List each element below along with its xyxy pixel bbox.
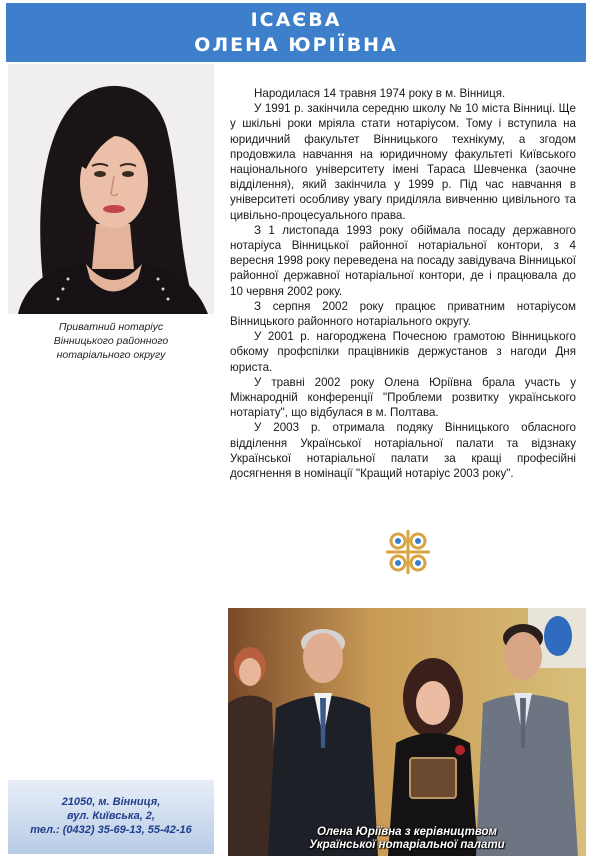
phone-line: тел.: (0432) 35-69-13, 55-42-16 xyxy=(30,824,192,836)
portrait-caption xyxy=(8,320,214,362)
bio-paragraph: З 1 листопада 1993 року обіймала посаду державного нотаріуса Вінницької районної нотаріальної контори, з 4 вересня 1998 року переведена на посаду завідувача Вінницької районної державної нотаріальної контори, де і працювала до 10 червня 2002 року. xyxy=(230,223,576,298)
photo-caption-line: Олена Юріївна з керівництвом xyxy=(316,826,498,838)
bio-paragraph: У 2001 р. нагороджена Почесною грамотою Вінницького обкому профспілки працівників держустанов з нагоди Дня юриста. xyxy=(230,330,576,374)
photo-caption xyxy=(228,826,586,852)
name-title: ОЛЕНА ЮРІЇВНА xyxy=(194,33,398,56)
photo-caption-line: Української нотаріальної палати xyxy=(309,839,505,851)
bio-paragraph: У травні 2002 року Олена Юріївна брала участь у Міжнародній конференції "Проблеми розвитку українського нотаріату", що відбулася в м. Полтава. xyxy=(230,375,576,420)
bio-paragraph: Народилася 14 травня 1974 року в м. Вінниця. xyxy=(254,87,506,100)
surname-title: ІСАЄВА xyxy=(250,8,342,31)
decorative-ornament-icon xyxy=(386,528,430,576)
portrait-caption-line: нотаріального округу xyxy=(56,349,166,361)
group-photo-illustration xyxy=(228,608,586,856)
bio-paragraph: У 1991 р. закінчила середню школу № 10 міста Вінниці. Ще у шкільні роки мріяла стати нотаріусом. Тому і вступила на юридичний факультет Вінницького технікуму, а згодом продовжила навчання на юридичному факультеті Київського національного університету імені Тараса Шевченка (заочне відділення), який закінчила у 1999 р. Під час навчання в університеті особливу увагу приділяла вивченню цивільного та цивільно-процесуального права. xyxy=(230,102,576,222)
address-line: вул. Київська, 2, xyxy=(67,810,155,822)
portrait-photo xyxy=(8,64,214,314)
page-header xyxy=(6,3,586,62)
portrait-caption-line: Приватний нотаріус xyxy=(58,321,164,333)
address-line: 21050, м. Вінниця, xyxy=(61,796,161,808)
portrait-illustration xyxy=(8,64,214,314)
portrait-caption-line: Вінницького районного xyxy=(53,335,169,347)
contact-address xyxy=(8,795,214,837)
group-photo xyxy=(228,608,586,856)
bio-paragraph: У 2003 р. отримала подяку Вінницького обласного відділення Української нотаріальної палати та відзнаку Української нотаріальної палати за кращі професійні досягнення в номінації "Кращий нотаріус 2003 року". xyxy=(230,421,576,481)
bio-paragraph: З серпня 2002 року працює приватним нотаріусом Вінницького районного нотаріального округу. xyxy=(230,299,576,329)
biography-text xyxy=(230,86,576,481)
